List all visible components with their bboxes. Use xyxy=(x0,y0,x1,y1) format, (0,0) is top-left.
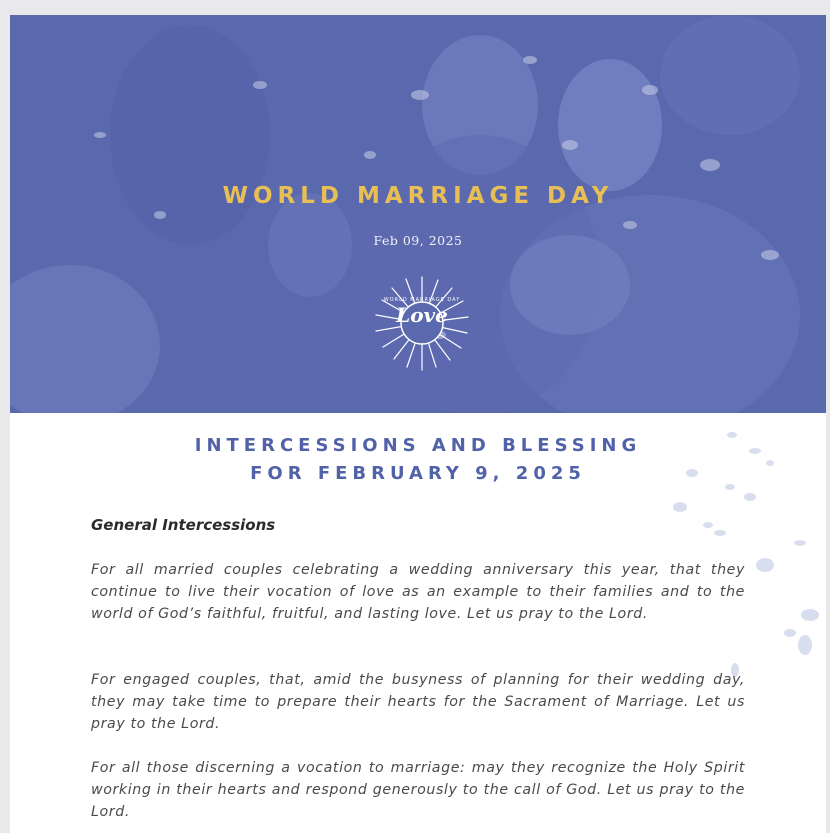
section-title-line2: FOR FEBRUARY 9, 2025 xyxy=(250,463,586,484)
document-page xyxy=(10,15,826,833)
decorative-petals xyxy=(660,415,826,695)
hero-date: Feb 09, 2025 xyxy=(373,233,463,248)
general-intercessions-heading: General Intercessions xyxy=(91,516,276,534)
section-title-line1: INTERCESSIONS AND BLESSING xyxy=(194,435,642,456)
logo-small-text: WORLD MARRIAGE DAY xyxy=(383,297,461,303)
hero-title: WORLD MARRIAGE DAY xyxy=(222,183,614,209)
intercession-paragraph-2: For engaged couples, that, amid the busyness of planning for their wedding day, they may take time to prepare their hearts for the Sacrament of Marriage. Let us pray to the Lord. xyxy=(91,672,745,732)
hero-banner xyxy=(10,15,826,413)
intercession-paragraph-1: For all married couples celebrating a wedding anniversary this year, that they continue to live their vocation of love as an example to their families and to the world of God’s faithful, fruitful, and lasting love. Let us pray to the Lord. xyxy=(91,562,745,622)
intercession-paragraph-3: For all those discerning a vocation to marriage: may they recognize the Holy Spirit working in their hearts and respond generously to the call of God. Let us pray to the Lord. xyxy=(91,760,745,820)
logo-word: Love xyxy=(396,303,448,327)
love-logo xyxy=(372,273,472,373)
